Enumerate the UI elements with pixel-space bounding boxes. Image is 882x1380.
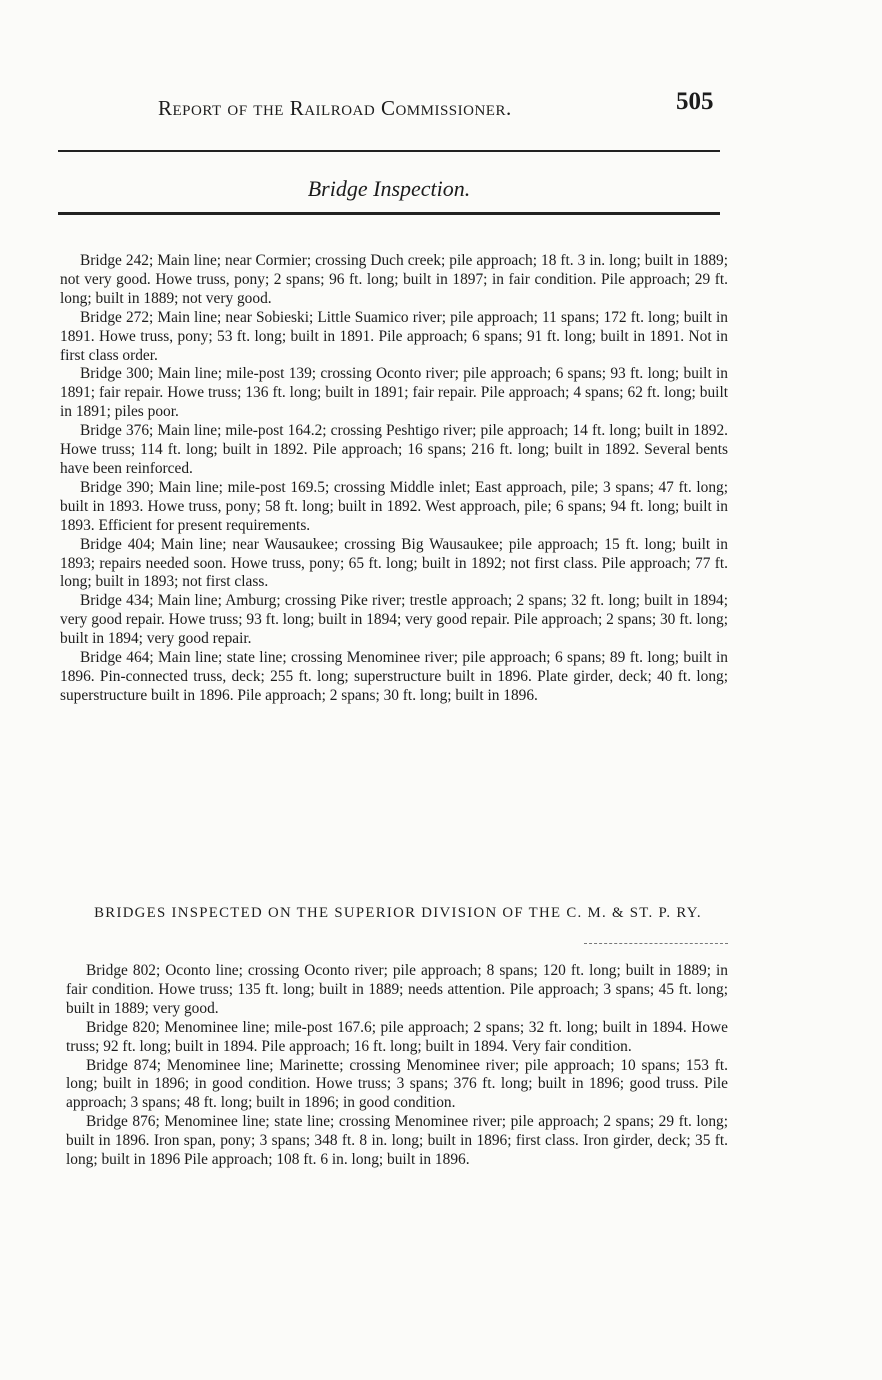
bridge-entry-272: Bridge 272; Main line; near Sobieski; Little Suamico river; pile approach; 11 spans; 172 ft. long; built in 1891. Howe truss, pony; 53 ft. long; built in 1891. Pile approach; 6 spans; 91 ft. long; built in 1891. Not in first class order.: [60, 308, 728, 364]
bridge-entries-main-line: [60, 252, 728, 706]
bridge-entry-876: Bridge 876; Menominee line; state line; crossing Menominee river; pile approach; 2 spans; 29 ft. long; built in 1896. Iron span, pony; 3 spans; 348 ft. 8 in. long; built in 1896; first class. Iron girder, deck; 35 ft. long; built in 1896 Pile approach; 108 ft. 6 in. long; built in 1896.: [66, 1113, 728, 1169]
bridge-entry-820: Bridge 820; Menominee line; mile-post 167.6; pile approach; 2 spans; 32 ft. long; built in 1894. Howe truss; 92 ft. long; built in 1894. Pile approach; 16 ft. long; built in 1894. Very fair condition.: [66, 1018, 728, 1055]
bridge-entry-300: Bridge 300; Main line; mile-post 139; crossing Oconto river; pile approach; 6 spans; 93 ft. long; built in 1891; fair repair. Howe truss; 136 ft. long; built in 1891; fair repair. Pile approach; 4 spans; 62 ft. long; built in 1891; piles poor.: [60, 365, 728, 421]
running-header: Report of the Railroad Commissioner.: [158, 96, 512, 120]
subsection-heading: BRIDGES INSPECTED ON THE SUPERIOR DIVISION OF THE C. M. & ST. P. RY.: [94, 905, 702, 921]
bridge-entry-390: Bridge 390; Main line; mile-post 169.5; crossing Middle inlet; East approach, pile; 3 spans; 47 ft. long; built in 1893. Howe truss, pony; 58 ft. long; built in 1892. West approach, pile; 6 spans; 94 ft. long; built in 1893. Efficient for present requirements.: [60, 478, 728, 534]
bridge-entry-434: Bridge 434; Main line; Amburg; crossing Pike river; trestle approach; 2 spans; 32 ft. long; built in 1894; very good repair. Howe truss; 93 ft. long; built in 1894; very good repair. Pile approach; 2 spans; 30 ft. long; built in 1894; very good repair.: [60, 592, 728, 648]
header-rule: [58, 150, 720, 152]
bridge-entry-464: Bridge 464; Main line; state line; crossing Menominee river; pile approach; 6 spans; 89 ft. long; built in 1896. Pin-connected truss, deck; 255 ft. long; superstructure built in 1896. Plate girder, deck; 40 ft. long; superstructure built in 1896. Pile approach; 2 spans; 30 ft. long; built in 1896.: [60, 649, 728, 704]
subsection-rule: [584, 943, 728, 944]
bridge-entry-376: Bridge 376; Main line; mile-post 164.2; crossing Peshtigo river; pile approach; 14 ft. long; built in 1892. Howe truss; 114 ft. long; built in 1892. Pile approach; 16 spans; 216 ft. long; built in 1892. Several bents have been reinforced.: [60, 422, 728, 477]
bridge-entries-superior-division: [66, 962, 728, 1170]
bridge-entry-874: Bridge 874; Menominee line; Marinette; crossing Menominee river; pile approach; 10 spans; 153 ft. long; built in 1896; in good condition. Howe truss; 3 spans; 376 ft. long; built in 1896; good truss. Pile approach; 3 spans; 48 ft. long; built in 1896; in good condition.: [66, 1056, 728, 1112]
bridge-entry-802: Bridge 802; Oconto line; crossing Oconto river; pile approach; 8 spans; 120 ft. long; built in 1889; in fair condition. Howe truss; 135 ft. long; built in 1889; needs attention. Pile approach; 3 spans; 45 ft. long; built in 1889; very good.: [66, 962, 728, 1017]
section-rule: [58, 212, 720, 215]
bridge-entry-242: Bridge 242; Main line; near Cormier; crossing Duch creek; pile approach; 18 ft. 3 in. long; built in 1889; not very good. Howe truss, pony; 2 spans; 96 ft. long; built in 1897; in fair condition. Pile approach; 29 ft. long; built in 1889; not very good.: [60, 252, 728, 307]
section-title: Bridge Inspection.: [307, 176, 471, 201]
page-number: 505: [676, 88, 714, 115]
bridge-entry-404: Bridge 404; Main line; near Wausaukee; crossing Big Wausaukee; pile approach; 15 ft. long; built in 1893; repairs needed soon. Howe truss, pony; 65 ft. long; built in 1892; not first class. Pile approach; 77 ft. long; built in 1893; not first class.: [60, 535, 728, 591]
